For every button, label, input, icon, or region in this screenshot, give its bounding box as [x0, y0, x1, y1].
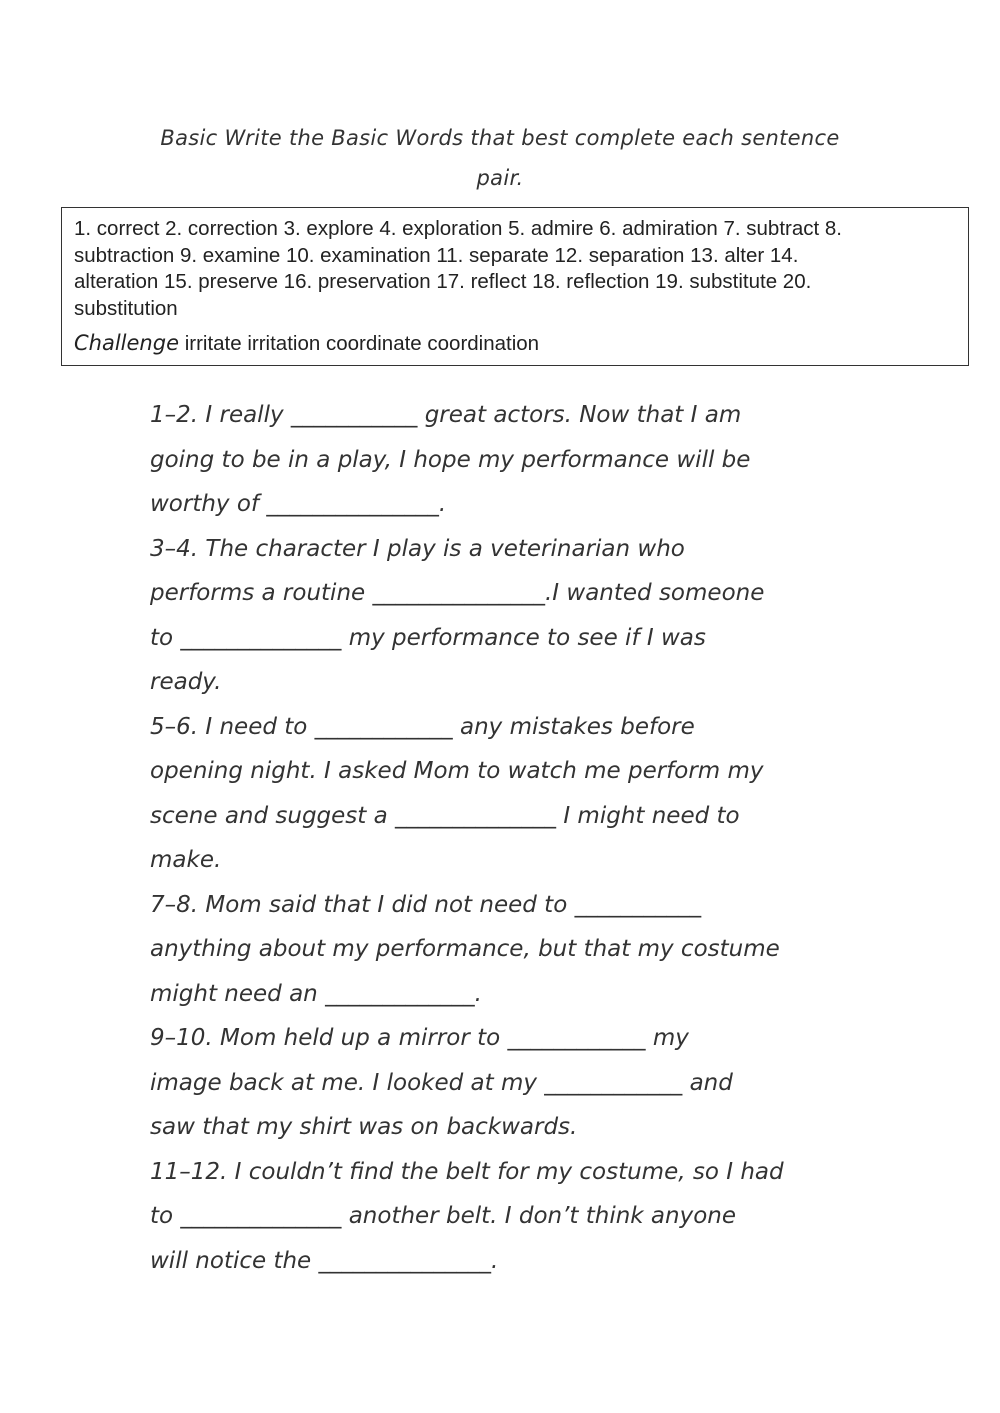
- sentence-line: performs a routine _______________.I wanted someone: [150, 580, 765, 606]
- instructions-line-1: Basic Write the Basic Words that best complete each sentence: [160, 126, 840, 150]
- sentence-line: might need an _____________.: [150, 980, 482, 1007]
- challenge-words-line: [74, 330, 956, 358]
- word-bank-box: [61, 207, 969, 366]
- challenge-label: Challenge: [74, 331, 179, 355]
- instructions-line-2: pair.: [476, 166, 524, 190]
- sentence-line: make.: [150, 847, 222, 873]
- sentence-line: to ______________ another belt. I don’t think anyone: [150, 1203, 737, 1229]
- sentence-line: 3–4. The character I play is a veterinarian who: [150, 535, 685, 562]
- sentence-line: ready.: [150, 669, 222, 695]
- challenge-words: irritate irritation coordinate coordination: [184, 332, 540, 355]
- sentence-line: image back at me. I looked at my ____________ and: [150, 1069, 733, 1096]
- instructions-title: [100, 118, 900, 198]
- sentence-line: saw that my shirt was on backwards.: [150, 1114, 578, 1140]
- sentence-line: 5–6. I need to ____________ any mistakes before: [150, 713, 695, 740]
- word-bank-line: alteration 15. preserve 16. preservation 17. reflect 18. reflection 19. substitute 20.: [74, 270, 812, 293]
- sentence-line: worthy of _______________.: [150, 491, 447, 517]
- sentence-line: will notice the _______________.: [150, 1247, 499, 1274]
- word-bank-line: substitution: [74, 296, 178, 320]
- sentence-line: 11–12. I couldn’t find the belt for my costume, so I had: [150, 1158, 784, 1185]
- sentence-line: to ______________ my performance to see if I was: [150, 624, 706, 651]
- word-bank-line: subtraction 9. examine 10. examination 11. separate 12. separation 13. alter 14.: [74, 243, 799, 267]
- sentence-line: opening night. I asked Mom to watch me perform my: [150, 758, 764, 784]
- word-bank-line: 1. correct 2. correction 3. explore 4. exploration 5. admire 6. admiration 7. subtract 8.: [74, 217, 842, 240]
- sentence-pairs: [150, 393, 870, 1283]
- sentence-line: going to be in a play, I hope my performance will be: [150, 446, 751, 473]
- sentence-line: scene and suggest a ______________ I might need to: [150, 802, 740, 829]
- sentence-line: anything about my performance, but that my costume: [150, 936, 780, 962]
- sentence-line: 9–10. Mom held up a mirror to ____________ my: [150, 1025, 689, 1051]
- sentence-line: 1–2. I really ___________ great actors. Now that I am: [150, 402, 742, 428]
- sentence-line: 7–8. Mom said that I did not need to ___________: [150, 891, 702, 918]
